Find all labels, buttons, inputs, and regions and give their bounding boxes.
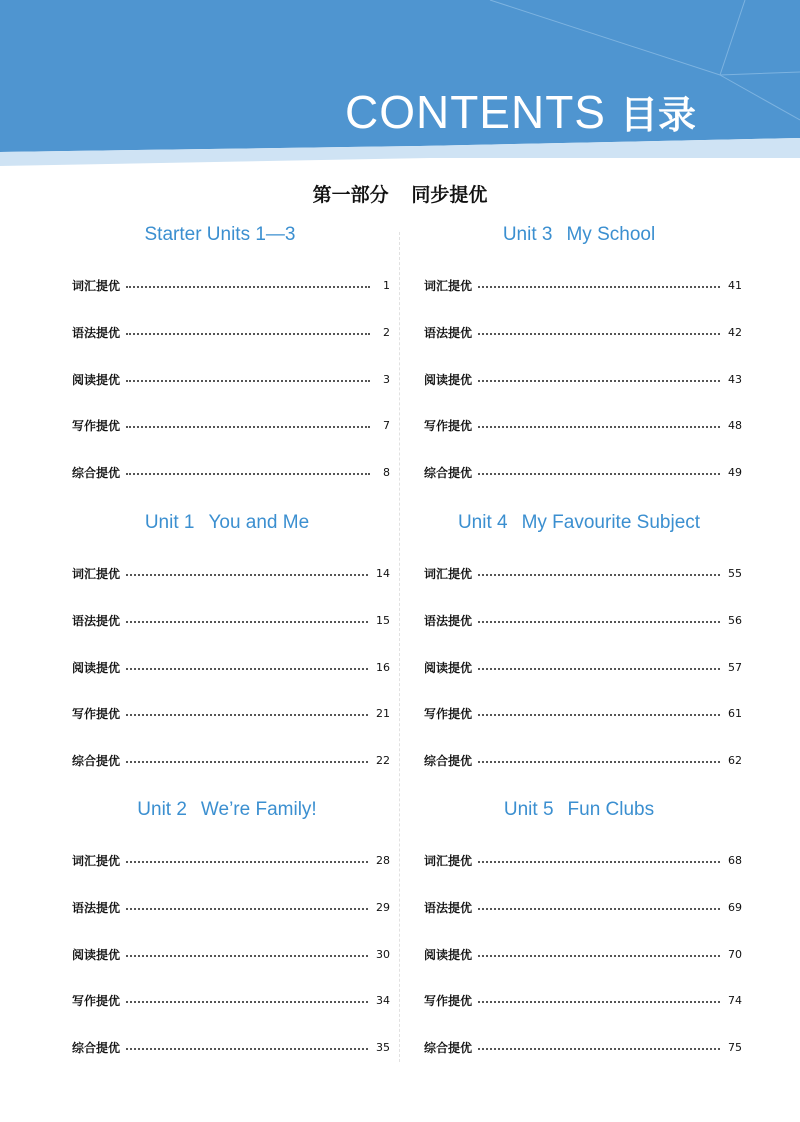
toc-entry[interactable]	[424, 416, 742, 434]
entry-page: 49	[728, 465, 742, 479]
entry-page: 55	[728, 566, 742, 580]
entry-page: 30	[376, 947, 390, 961]
entry-label: 语法提优	[424, 900, 473, 915]
entry-page: 35	[376, 1040, 390, 1054]
column-divider	[399, 232, 400, 1062]
dot-leader	[126, 426, 370, 428]
toc-entry[interactable]	[424, 945, 742, 963]
entry-page: 42	[728, 325, 742, 339]
unit-name: Fun Clubs	[567, 799, 655, 820]
dot-leader	[126, 908, 368, 910]
toc-entry[interactable]	[424, 370, 742, 388]
toc-entry[interactable]	[72, 416, 390, 434]
entry-label: 综合提优	[424, 753, 473, 768]
entry-label: 阅读提优	[424, 372, 473, 387]
entry-label: 阅读提优	[424, 660, 473, 675]
entry-page: 69	[728, 900, 742, 914]
entry-page: 14	[376, 566, 390, 580]
toc-entry[interactable]	[72, 658, 390, 676]
title-english: CONTENTS	[344, 86, 606, 138]
dot-leader	[478, 1001, 720, 1003]
entry-page: 75	[728, 1040, 742, 1054]
entry-label: 写作提优	[424, 993, 473, 1008]
dot-leader	[478, 426, 720, 428]
entry-page: 74	[728, 993, 742, 1007]
dot-leader	[126, 473, 370, 475]
entry-label: 写作提优	[72, 706, 121, 721]
toc-entry[interactable]	[424, 611, 742, 629]
toc-entry[interactable]	[424, 323, 742, 341]
toc-entry[interactable]	[72, 611, 390, 629]
unit-code: Unit 1	[144, 512, 195, 533]
entry-label: 写作提优	[72, 418, 121, 433]
unit-code: Unit 5	[503, 799, 554, 820]
toc-entry[interactable]	[72, 851, 390, 869]
entry-page: 8	[383, 465, 390, 479]
entry-label: 写作提优	[424, 706, 473, 721]
toc-entry[interactable]	[72, 370, 390, 388]
unit-name: My Favourite Subject	[521, 512, 701, 533]
toc-entry[interactable]	[424, 463, 742, 481]
entry-label: 词汇提优	[72, 853, 121, 868]
entry-label: 阅读提优	[72, 372, 121, 387]
entry-page: 41	[728, 278, 742, 292]
entry-page: 2	[383, 325, 390, 339]
unit-title	[72, 224, 382, 246]
unit-code: Unit 4	[457, 512, 508, 533]
dot-leader	[478, 574, 720, 576]
entry-page: 43	[728, 372, 742, 386]
entry-label: 综合提优	[72, 465, 121, 480]
entry-label: 语法提优	[424, 613, 473, 628]
unit-title	[424, 512, 734, 534]
unit-title	[424, 224, 734, 246]
toc-entry[interactable]	[424, 898, 742, 916]
entry-page: 34	[376, 993, 390, 1007]
unit-title	[424, 799, 734, 821]
unit-title	[72, 512, 382, 534]
toc-entry[interactable]	[72, 704, 390, 722]
toc-entry[interactable]	[424, 851, 742, 869]
entry-page: 70	[728, 947, 742, 961]
toc-entry[interactable]	[72, 898, 390, 916]
dot-leader	[478, 1048, 720, 1050]
entry-label: 词汇提优	[72, 566, 121, 581]
unit-code: Starter Units 1—3	[144, 224, 296, 245]
entry-label: 综合提优	[424, 1040, 473, 1055]
entry-page: 28	[376, 853, 390, 867]
dot-leader	[126, 621, 368, 623]
toc-entry[interactable]	[424, 704, 742, 722]
entry-label: 语法提优	[72, 900, 121, 915]
toc-entry[interactable]	[424, 276, 742, 294]
entry-page: 22	[376, 753, 390, 767]
toc-entry[interactable]	[72, 1038, 390, 1056]
entry-label: 综合提优	[72, 753, 121, 768]
entry-page: 1	[383, 278, 390, 292]
entry-label: 阅读提优	[72, 660, 121, 675]
entry-page: 16	[376, 660, 390, 674]
entry-label: 词汇提优	[424, 278, 473, 293]
dot-leader	[126, 574, 368, 576]
dot-leader	[126, 761, 368, 763]
dot-leader	[126, 714, 368, 716]
entry-label: 综合提优	[424, 465, 473, 480]
toc-entry[interactable]	[424, 751, 742, 769]
page-title	[345, 84, 696, 139]
dot-leader	[478, 714, 720, 716]
dot-leader	[126, 286, 370, 288]
entry-label: 语法提优	[72, 613, 121, 628]
unit-code: Unit 2	[137, 799, 187, 820]
dot-leader	[478, 380, 720, 382]
toc-entry[interactable]	[72, 323, 390, 341]
entry-page: 21	[376, 706, 390, 720]
toc-entry[interactable]	[424, 991, 742, 1009]
entry-page: 3	[383, 372, 390, 386]
toc-entry[interactable]	[424, 658, 742, 676]
entry-page: 57	[728, 660, 742, 674]
unit-code: Unit 3	[502, 224, 553, 245]
toc-entry[interactable]	[424, 1038, 742, 1056]
entry-label: 词汇提优	[72, 278, 121, 293]
dot-leader	[126, 1001, 368, 1003]
entry-label: 写作提优	[424, 418, 473, 433]
entry-label: 阅读提优	[424, 947, 473, 962]
dot-leader	[478, 761, 720, 763]
dot-leader	[478, 908, 720, 910]
toc-entry[interactable]	[72, 463, 390, 481]
entry-page: 62	[728, 753, 742, 767]
dot-leader	[478, 668, 720, 670]
entry-label: 词汇提优	[424, 853, 473, 868]
toc-entry[interactable]	[72, 751, 390, 769]
unit-name: We’re Family!	[200, 799, 317, 820]
unit-name: My School	[566, 224, 656, 245]
toc-entry[interactable]	[72, 991, 390, 1009]
part-name: 同步提优	[411, 184, 488, 206]
entry-label: 综合提优	[72, 1040, 121, 1055]
part-number: 第一部分	[312, 184, 389, 206]
entry-label: 写作提优	[72, 993, 121, 1008]
dot-leader	[126, 333, 370, 335]
part-heading	[0, 180, 800, 207]
dot-leader	[478, 955, 720, 957]
entry-label: 语法提优	[72, 325, 121, 340]
entry-label: 阅读提优	[72, 947, 121, 962]
entry-page: 15	[376, 613, 390, 627]
entry-page: 29	[376, 900, 390, 914]
unit-name: You and Me	[208, 512, 310, 533]
header-banner	[0, 0, 800, 170]
toc-entry[interactable]	[72, 276, 390, 294]
toc-entry[interactable]	[424, 564, 742, 582]
dot-leader	[478, 333, 720, 335]
unit-title	[72, 799, 382, 821]
dot-leader	[126, 861, 368, 863]
dot-leader	[126, 380, 370, 382]
title-chinese: 目录	[619, 93, 696, 137]
entry-page: 61	[728, 706, 742, 720]
dot-leader	[126, 955, 368, 957]
dot-leader	[126, 1048, 368, 1050]
dot-leader	[478, 861, 720, 863]
entry-page: 7	[383, 418, 390, 432]
dot-leader	[126, 668, 368, 670]
entry-page: 68	[728, 853, 742, 867]
toc-entry[interactable]	[72, 945, 390, 963]
dot-leader	[478, 286, 720, 288]
entry-page: 48	[728, 418, 742, 432]
toc-entry[interactable]	[72, 564, 390, 582]
dot-leader	[478, 621, 720, 623]
entry-label: 词汇提优	[424, 566, 473, 581]
dot-leader	[478, 473, 720, 475]
entry-label: 语法提优	[424, 325, 473, 340]
entry-page: 56	[728, 613, 742, 627]
